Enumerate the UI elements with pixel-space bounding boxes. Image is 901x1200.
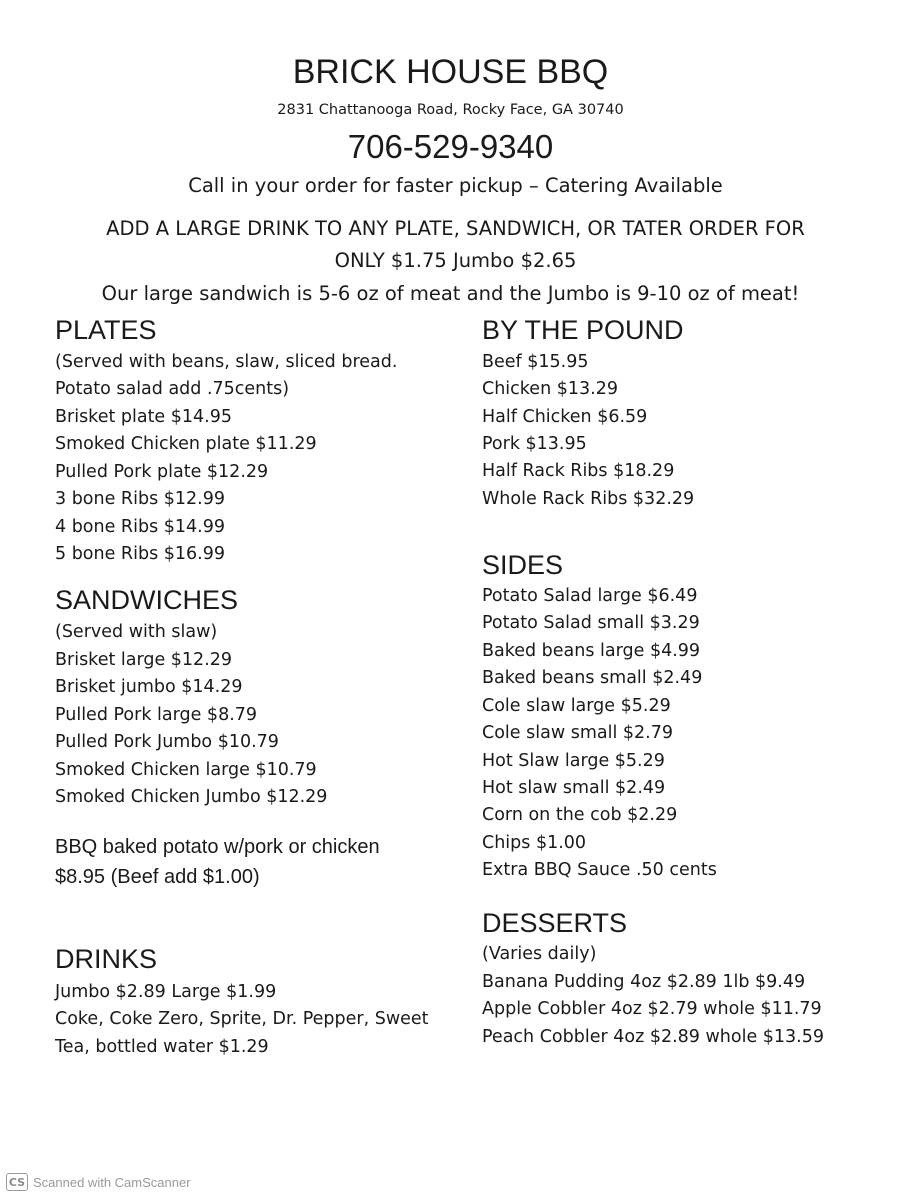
by-the-pound-line: Half Chicken $6.59 bbox=[482, 407, 648, 427]
sandwiches-line: Brisket jumbo $14.29 bbox=[55, 677, 243, 697]
drinks-line: Tea, bottled water $1.29 bbox=[55, 1037, 269, 1057]
sides-line: Corn on the cob $2.29 bbox=[482, 805, 678, 825]
sides-line: Baked beans large $4.99 bbox=[482, 641, 701, 661]
plates-line: (Served with beans, slaw, sliced bread. bbox=[55, 352, 398, 372]
sandwiches-heading: SANDWICHES bbox=[55, 585, 239, 615]
drinks-line: Coke, Coke Zero, Sprite, Dr. Pepper, Sweet bbox=[55, 1009, 429, 1029]
drinks-line: Jumbo $2.89 Large $1.99 bbox=[55, 982, 277, 1002]
by-the-pound-line: Pork $13.95 bbox=[482, 434, 587, 454]
baked-potato-line: BBQ baked potato w/pork or chicken bbox=[55, 836, 380, 858]
sides-line: Chips $1.00 bbox=[482, 833, 587, 853]
by-the-pound-line: Half Rack Ribs $18.29 bbox=[482, 461, 675, 481]
drinks-heading: DRINKS bbox=[55, 944, 158, 974]
scanner-watermark bbox=[6, 1172, 191, 1192]
drink-offer-line-1: ADD A LARGE DRINK TO ANY PLATE, SANDWICH, OR TATER ORDER FOR bbox=[106, 217, 805, 240]
drink-offer-line-2: ONLY $1.75 Jumbo $2.65 bbox=[334, 249, 577, 272]
sides-line: Potato Salad large $6.49 bbox=[482, 586, 698, 606]
by-the-pound-line: Whole Rack Ribs $32.29 bbox=[482, 489, 695, 509]
plates-line: 5 bone Ribs $16.99 bbox=[55, 544, 225, 564]
sides-line: Cole slaw small $2.79 bbox=[482, 723, 673, 743]
restaurant-address: 2831 Chattanooga Road, Rocky Face, GA 30740 bbox=[277, 102, 624, 118]
sides-line: Hot Slaw large $5.29 bbox=[482, 751, 665, 771]
sides-line: Potato Salad small $3.29 bbox=[482, 613, 700, 633]
sides-heading: SIDES bbox=[482, 550, 564, 580]
plates-line: 3 bone Ribs $12.99 bbox=[55, 489, 225, 509]
sandwiches-line: Smoked Chicken Jumbo $12.29 bbox=[55, 787, 328, 807]
sandwiches-line: Pulled Pork large $8.79 bbox=[55, 705, 258, 725]
sandwiches-line: Pulled Pork Jumbo $10.79 bbox=[55, 732, 279, 752]
sandwiches-line: Smoked Chicken large $10.79 bbox=[55, 760, 317, 780]
plates-line: Pulled Pork plate $12.29 bbox=[55, 462, 269, 482]
by-the-pound-line: Beef $15.95 bbox=[482, 352, 589, 372]
plates-line: Smoked Chicken plate $11.29 bbox=[55, 434, 317, 454]
plates-line: Brisket plate $14.95 bbox=[55, 407, 232, 427]
baked-potato-price: $8.95 (Beef add $1.00) bbox=[55, 866, 260, 888]
sandwiches-line: (Served with slaw) bbox=[55, 622, 218, 642]
sides-line: Cole slaw large $5.29 bbox=[482, 696, 671, 716]
plates-heading: PLATES bbox=[55, 315, 157, 345]
desserts-line: Peach Cobbler 4oz $2.89 whole $13.59 bbox=[482, 1027, 825, 1047]
meat-portion-note: Our large sandwich is 5-6 oz of meat and the Jumbo is 9-10 oz of meat! bbox=[101, 282, 800, 305]
desserts-line: Banana Pudding 4oz $2.89 1lb $9.49 bbox=[482, 972, 806, 992]
call-in-note: Call in your order for faster pickup – Catering Available bbox=[188, 174, 723, 197]
sides-line: Hot slaw small $2.49 bbox=[482, 778, 666, 798]
plates-line: Potato salad add .75cents) bbox=[55, 379, 290, 399]
sides-line: Extra BBQ Sauce .50 cents bbox=[482, 860, 717, 880]
desserts-line: Apple Cobbler 4oz $2.79 whole $11.79 bbox=[482, 999, 822, 1019]
restaurant-name: BRICK HOUSE BBQ bbox=[292, 53, 609, 91]
desserts-heading: DESSERTS bbox=[482, 908, 628, 938]
by-the-pound-heading: BY THE POUND bbox=[482, 315, 684, 345]
plates-line: 4 bone Ribs $14.99 bbox=[55, 517, 225, 537]
camscanner-logo-icon: CS bbox=[6, 1173, 28, 1191]
sandwiches-line: Brisket large $12.29 bbox=[55, 650, 233, 670]
desserts-line: (Varies daily) bbox=[482, 944, 597, 964]
scanner-watermark-text: Scanned with CamScanner bbox=[33, 1174, 191, 1190]
restaurant-phone: 706-529-9340 bbox=[347, 128, 554, 165]
by-the-pound-line: Chicken $13.29 bbox=[482, 379, 618, 399]
sides-line: Baked beans small $2.49 bbox=[482, 668, 703, 688]
